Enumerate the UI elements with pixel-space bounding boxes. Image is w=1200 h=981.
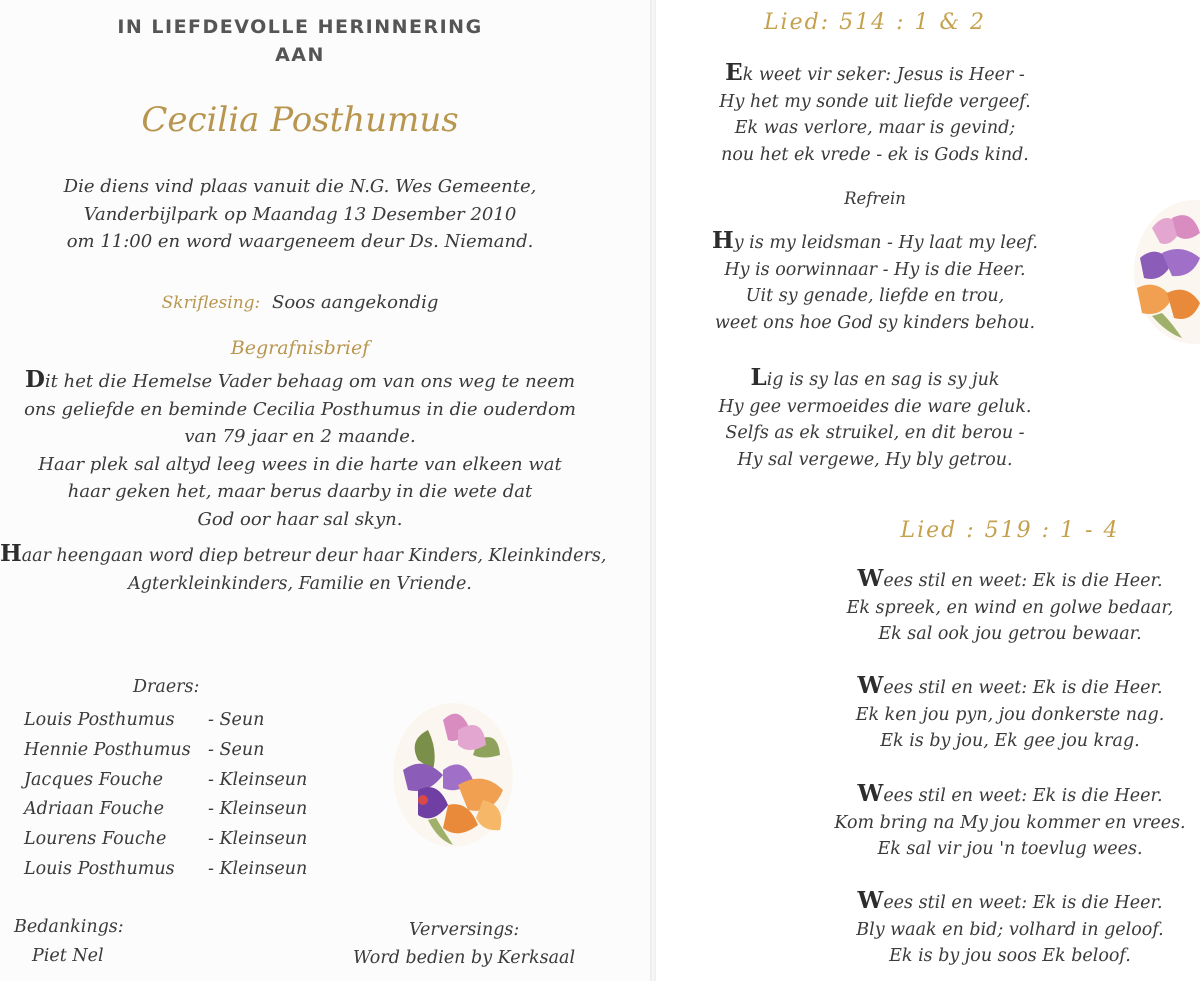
drop-cap: W bbox=[857, 780, 884, 807]
hymn1-title: Lied: 514 : 1 & 2 bbox=[763, 10, 987, 35]
drop-cap: W bbox=[857, 672, 884, 699]
drop-cap: W bbox=[857, 887, 884, 914]
bearer-name: Hennie Posthumus bbox=[24, 740, 191, 760]
hymn2-verse-3 bbox=[825, 781, 1195, 863]
verse-line: Ek spreek, en wind en golwe bedaar, bbox=[846, 597, 1174, 618]
bearer-name: Louis Posthumus bbox=[24, 859, 175, 879]
refreshments-value: Word bedien by Kerksaal bbox=[353, 948, 576, 968]
verse-line: Hy is my leidsman - Hy laat my leef. bbox=[712, 227, 1038, 254]
bearer-name: Lourens Fouche bbox=[24, 829, 167, 849]
bearer-relation: - Kleinseun bbox=[208, 829, 308, 849]
bearer-relation: - Seun bbox=[208, 740, 265, 760]
thanks-label: Bedankings: bbox=[14, 917, 124, 937]
mourning-text bbox=[0, 540, 607, 598]
verse-line: Selfs as ek struikel, en dit berou - bbox=[725, 423, 1025, 443]
verse-line: Kom bring na My jou kommer en vrees. bbox=[834, 812, 1186, 833]
obituary-line: ons geliefde en beminde Cecilia Posthumus in die ouderdom bbox=[24, 398, 576, 420]
drop-cap: L bbox=[750, 364, 767, 391]
flower-bouquet-icon bbox=[388, 700, 518, 850]
verse-line: Ek ken jou pyn, jou donkerste nag. bbox=[855, 704, 1165, 725]
hymn2-title: Lied : 519 : 1 - 4 bbox=[900, 518, 1120, 543]
obituary-text bbox=[0, 366, 600, 533]
obituary-label: Begrafnisbrief bbox=[230, 337, 370, 359]
bearer-name: Adriaan Fouche bbox=[24, 799, 164, 819]
verse-line: weet ons hoe God sy kinders behou. bbox=[714, 312, 1036, 333]
obituary-line: Dit het die Hemelse Vader behaag om van ons weg te neem bbox=[24, 366, 576, 393]
heading-line-2: AAN bbox=[275, 44, 325, 66]
verse-line: nou het ek vrede - ek is Gods kind. bbox=[721, 144, 1029, 165]
flower-bouquet-icon bbox=[1132, 198, 1200, 346]
verse-line: Hy is oorwinnaar - Hy is die Heer. bbox=[724, 259, 1026, 280]
drop-cap: H bbox=[712, 227, 734, 254]
scripture-value: Soos aangekondig bbox=[272, 292, 439, 313]
verse-line: Ek sal vir jou 'n toevlug wees. bbox=[877, 839, 1143, 859]
verse-line: Wees stil en weet: Ek is die Heer. bbox=[857, 565, 1163, 592]
refrain-label: Refrein bbox=[844, 189, 906, 208]
verse-line: Uit sy genade, liefde en trou, bbox=[745, 286, 1005, 306]
drop-cap: D bbox=[24, 366, 45, 393]
hymn2-verse-2 bbox=[825, 673, 1195, 755]
verse-line: Hy sal vergewe, Hy bly getrou. bbox=[737, 449, 1013, 470]
verse-line: Bly waak en bid; volhard in geloof. bbox=[856, 919, 1164, 940]
mourning-line: Agterkleinkinders, Familie en Vriende. bbox=[128, 573, 472, 594]
hymn2-verse-1 bbox=[825, 566, 1195, 648]
verse-line: Ek sal ook jou getrou bewaar. bbox=[878, 624, 1142, 644]
bearer-name: Jacques Fouche bbox=[24, 770, 164, 790]
refreshments-label: Verversings: bbox=[409, 920, 520, 940]
obituary-line: haar geken het, maar berus daarby in die wete dat bbox=[67, 481, 533, 502]
hymn1-refrain bbox=[655, 228, 1095, 336]
verse-line: Lig is sy las en sag is sy juk bbox=[750, 364, 1000, 391]
bearer-relation: - Kleinseun bbox=[208, 770, 308, 790]
bearer-name: Louis Posthumus bbox=[24, 710, 175, 730]
verse-line: Wees stil en weet: Ek is die Heer. bbox=[857, 887, 1163, 914]
bearer-relation: - Seun bbox=[208, 710, 265, 730]
drop-cap: H bbox=[0, 540, 22, 567]
service-line: om 11:00 en word waargeneem deur Ds. Niemand. bbox=[66, 231, 534, 252]
mourning-line: Haar heengaan word diep betreur deur haar Kinders, Kleinkinders, bbox=[0, 540, 607, 567]
hymn1-verse2 bbox=[655, 365, 1095, 473]
heading-line-1: IN LIEFDEVOLLE HERINNERING bbox=[117, 16, 483, 38]
obituary-line: Haar plek sal altyd leeg wees in die harte van elkeen wat bbox=[38, 453, 562, 475]
bearers-label: Draers: bbox=[133, 677, 200, 697]
obituary-line: God oor haar sal skyn. bbox=[197, 508, 403, 530]
verse-line: Ek weet vir seker: Jesus is Heer - bbox=[725, 59, 1025, 86]
service-details bbox=[0, 173, 600, 256]
drop-cap: E bbox=[725, 59, 743, 86]
hymn2-verse-4 bbox=[825, 888, 1195, 970]
service-line: Vanderbijlpark op Maandag 13 Desember 2010 bbox=[83, 203, 517, 225]
obituary-line: van 79 jaar en 2 maande. bbox=[184, 426, 416, 447]
verse-line: Ek is by jou, Ek gee jou krag. bbox=[880, 731, 1140, 751]
verse-line: Ek was verlore, maar is gevind; bbox=[734, 118, 1016, 138]
verse-line: Hy gee vermoeides die ware geluk. bbox=[718, 396, 1032, 417]
thanks-value: Piet Nel bbox=[32, 946, 104, 966]
verse-line: Wees stil en weet: Ek is die Heer. bbox=[857, 672, 1163, 699]
verse-line: Ek is by jou soos Ek beloof. bbox=[889, 946, 1131, 966]
verse-line: Hy het my sonde uit liefde vergeef. bbox=[719, 91, 1031, 112]
drop-cap: W bbox=[857, 565, 884, 592]
scripture-label: Skriflesing: bbox=[161, 293, 261, 313]
verse-line: Wees stil en weet: Ek is die Heer. bbox=[857, 780, 1163, 807]
deceased-name: Cecilia Posthumus bbox=[141, 100, 459, 140]
bearer-relation: - Kleinseun bbox=[208, 859, 308, 879]
bearer-relation: - Kleinseun bbox=[208, 799, 308, 819]
scripture-reading bbox=[0, 292, 600, 313]
hymn1-verse1 bbox=[655, 60, 1095, 168]
service-line: Die diens vind plaas vanuit die N.G. Wes Gemeente, bbox=[63, 176, 537, 197]
